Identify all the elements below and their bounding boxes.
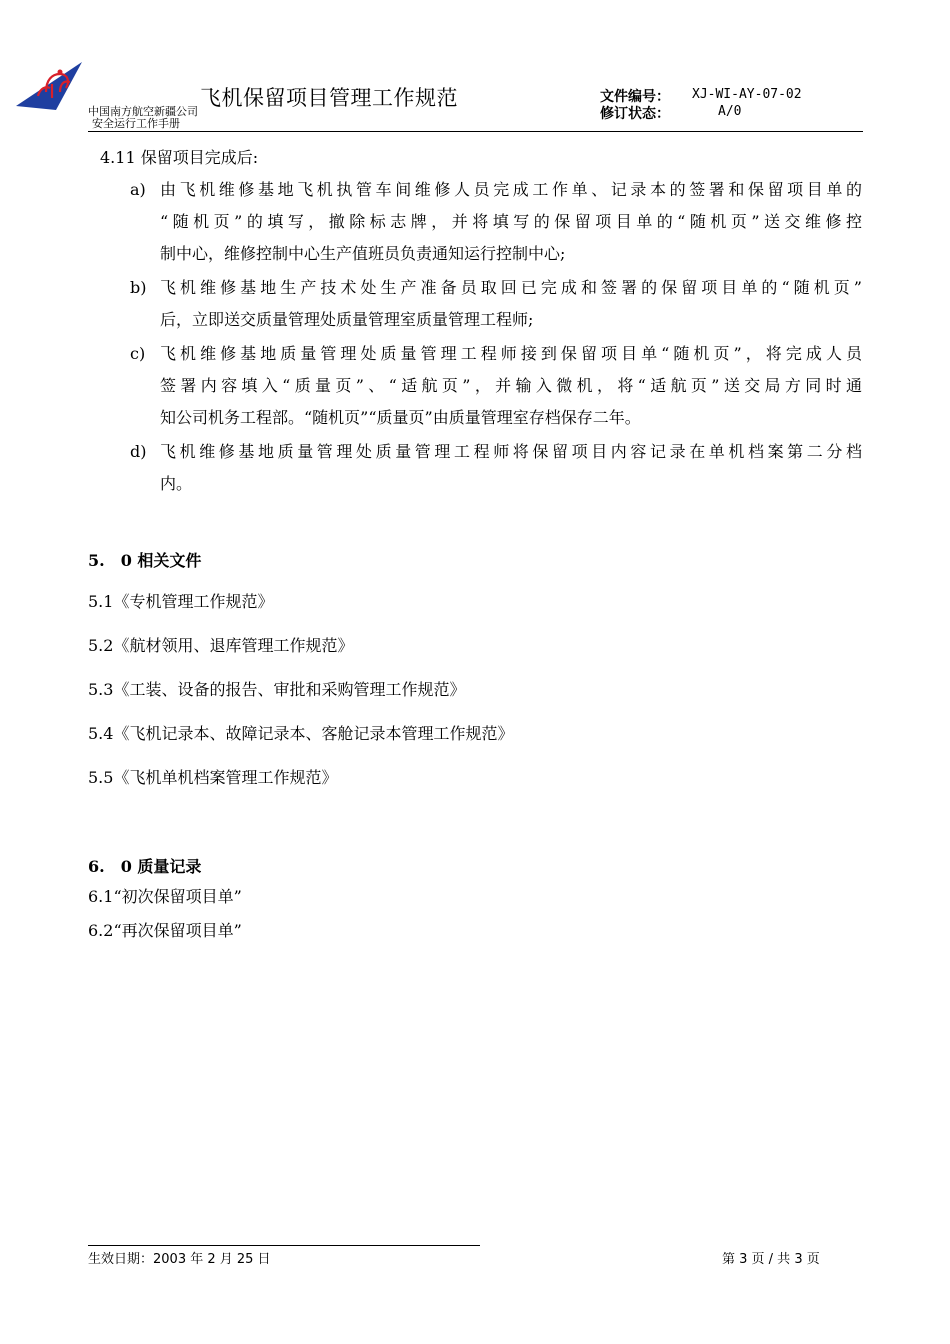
- item-c-marker: c): [130, 344, 146, 363]
- item-b-line-1: 飞机维修基地生产技术处生产准备员取回已完成和签署的保留项目单的“随机页”: [160, 278, 862, 297]
- footer-divider: [88, 1245, 480, 1246]
- effective-date: 生效日期：2003 年 2 月 25 日: [88, 1252, 271, 1267]
- doc-number-label: 文件编号：: [600, 89, 670, 105]
- item-c-line-1: 飞机维修基地质量管理处质量管理工程师接到保留项目单“随机页”，将完成人员: [160, 344, 862, 363]
- related-doc-5-5: 5.5《飞机单机档案管理工作规范》: [88, 768, 338, 787]
- header-divider: [88, 131, 863, 132]
- section-6-heading: 6. 0 质量记录: [88, 857, 202, 876]
- related-doc-5-1: 5.1《专机管理工作规范》: [88, 592, 274, 611]
- item-a-line-1: 由飞机维修基地飞机执管车间维修人员完成工作单、记录本的签署和保留项目单的: [160, 180, 862, 199]
- doc-number: XJ-WI-AY-07-02: [692, 87, 802, 102]
- item-d-marker: d): [130, 442, 147, 461]
- item-b-marker: b): [130, 278, 147, 297]
- manual-name: 安全运行工作手册: [92, 117, 180, 130]
- item-a-line-2: “随机页”的填写，撤除标志牌，并将填写的保留项目单的“随机页”送交维修控: [160, 212, 862, 231]
- quality-record-6-1: 6.1“初次保留项目单”: [88, 887, 242, 906]
- item-c-line-3: 知公司机务工程部。“随机页”“质量页”由质量管理室存档保存二年。: [160, 408, 641, 427]
- item-b-line-2: 后，立即送交质量管理处质量管理室质量管理工程师;: [160, 310, 534, 329]
- quality-record-6-2: 6.2“再次保留项目单”: [88, 921, 242, 940]
- document-title: 飞机保留项目管理工作规范: [200, 86, 458, 110]
- related-doc-5-2: 5.2《航材领用、退库管理工作规范》: [88, 636, 354, 655]
- revision-label: 修订状态：: [600, 106, 670, 122]
- item-d-line-1: 飞机维修基地质量管理处质量管理工程师将保留项目内容记录在单机档案第二分档: [160, 442, 862, 461]
- airline-logo-icon: [16, 62, 82, 110]
- related-doc-5-4: 5.4《飞机记录本、故障记录本、客舱记录本管理工作规范》: [88, 724, 514, 743]
- section-4-11-heading: 4.11 保留项目完成后:: [100, 148, 259, 167]
- item-d-line-2: 内。: [160, 474, 193, 493]
- section-5-heading: 5. 0 相关文件: [88, 551, 202, 570]
- company-name: 中国南方航空新疆公司: [88, 105, 198, 118]
- item-a-line-3: 制中心，维修控制中心生产值班员负责通知运行控制中心;: [160, 244, 566, 263]
- related-doc-5-3: 5.3《工装、设备的报告、审批和采购管理工作规范》: [88, 680, 466, 699]
- page-number: 第 3 页 / 共 3 页: [722, 1252, 820, 1267]
- revision-status: A/0: [718, 104, 742, 119]
- item-c-line-2: 签署内容填入“质量页”、“适航页”，并输入微机，将“适航页”送交局方同时通: [160, 376, 862, 395]
- item-a-marker: a): [130, 180, 146, 199]
